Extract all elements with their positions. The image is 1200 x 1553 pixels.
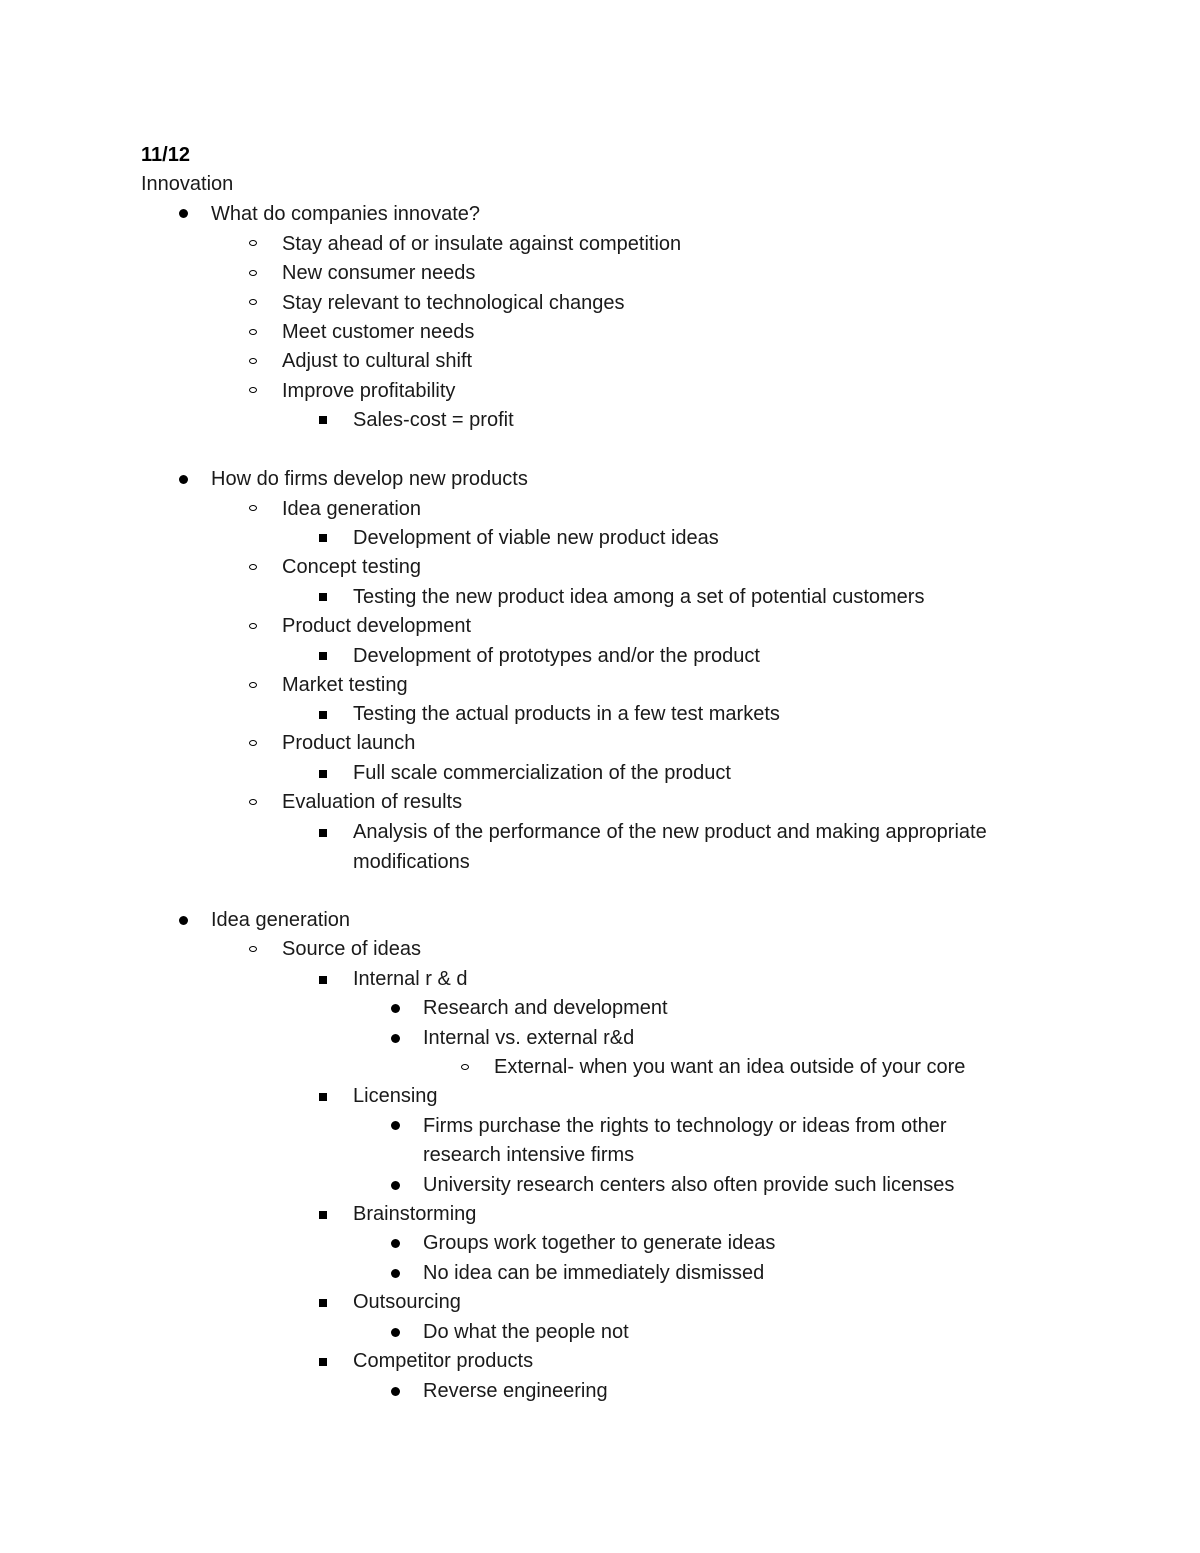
list-item: Idea generation xyxy=(282,498,422,520)
list-item-question: What do companies innovate? xyxy=(211,203,481,225)
bullet-circle-icon xyxy=(249,270,257,276)
bullet-circle-icon xyxy=(249,623,257,629)
list-item: New consumer needs xyxy=(282,262,476,284)
list-item: Competitor products xyxy=(353,1350,534,1372)
bullet-square-icon xyxy=(319,770,327,778)
bullet-circle-icon xyxy=(249,740,257,746)
bullet-circle-icon xyxy=(249,946,257,952)
bullet-circle-icon xyxy=(249,387,257,393)
list-item: Internal r & d xyxy=(353,968,468,990)
list-item: Firms purchase the rights to technology or ideas from other xyxy=(423,1115,947,1137)
list-item: Meet customer needs xyxy=(282,321,475,343)
bullet-circle-icon xyxy=(249,564,257,570)
bullet-disc-icon xyxy=(391,1034,400,1043)
bullet-disc-icon xyxy=(391,1004,400,1013)
list-item: Development of prototypes and/or the product xyxy=(353,645,760,667)
list-item-continuation: research intensive firms xyxy=(423,1144,635,1166)
list-item: Market testing xyxy=(282,674,408,696)
list-item: Full scale commercialization of the product xyxy=(353,762,731,784)
note-topic: Innovation xyxy=(141,173,234,195)
bullet-square-icon xyxy=(319,711,327,719)
bullet-disc-icon xyxy=(179,475,188,484)
bullet-circle-icon xyxy=(249,329,257,335)
list-item: Product launch xyxy=(282,732,416,754)
list-item: Do what the people not xyxy=(423,1321,629,1343)
list-item-question: How do firms develop new products xyxy=(211,468,528,490)
bullet-square-icon xyxy=(319,1093,327,1101)
list-item: Stay ahead of or insulate against competition xyxy=(282,233,682,255)
bullet-square-icon xyxy=(319,1299,327,1307)
list-item: Development of viable new product ideas xyxy=(353,527,719,549)
bullet-square-icon xyxy=(319,829,327,837)
list-item: Analysis of the performance of the new product and making appropriate xyxy=(353,821,987,843)
list-item: Brainstorming xyxy=(353,1203,477,1225)
bullet-square-icon xyxy=(319,534,327,542)
bullet-disc-icon xyxy=(391,1121,400,1130)
bullet-square-icon xyxy=(319,416,327,424)
list-item: Source of ideas xyxy=(282,938,421,960)
bullet-disc-icon xyxy=(391,1328,400,1337)
list-item: External- when you want an idea outside of your core xyxy=(494,1056,966,1078)
bullet-disc-icon xyxy=(391,1239,400,1248)
list-item: Sales-cost = profit xyxy=(353,409,514,431)
bullet-square-icon xyxy=(319,652,327,660)
list-item-heading: Idea generation xyxy=(211,909,351,931)
list-item: No idea can be immediately dismissed xyxy=(423,1262,765,1284)
list-item: Evaluation of results xyxy=(282,791,463,813)
list-item: Adjust to cultural shift xyxy=(282,350,473,372)
bullet-disc-icon xyxy=(179,209,188,218)
bullet-circle-icon xyxy=(249,299,257,305)
list-item-continuation: modifications xyxy=(353,851,470,873)
bullet-disc-icon xyxy=(391,1269,400,1278)
list-item: Internal vs. external r&d xyxy=(423,1027,635,1049)
bullet-circle-icon xyxy=(249,799,257,805)
bullet-disc-icon xyxy=(391,1387,400,1396)
bullet-circle-icon xyxy=(249,240,257,246)
list-item: Reverse engineering xyxy=(423,1380,608,1402)
list-item: Product development xyxy=(282,615,472,637)
bullet-disc-icon xyxy=(179,916,188,925)
note-date: 11/12 xyxy=(141,144,190,166)
list-item: Research and development xyxy=(423,997,668,1019)
bullet-circle-icon xyxy=(249,505,257,511)
bullet-square-icon xyxy=(319,1358,327,1366)
list-item: University research centers also often provide such licenses xyxy=(423,1174,955,1196)
bullet-square-icon xyxy=(319,593,327,601)
list-item: Concept testing xyxy=(282,556,421,578)
bullet-circle-icon xyxy=(249,358,257,364)
list-item: Testing the new product idea among a set of potential customers xyxy=(353,586,925,608)
list-item: Testing the actual products in a few test markets xyxy=(353,703,780,725)
list-item: Stay relevant to technological changes xyxy=(282,292,625,314)
bullet-circle-icon xyxy=(249,682,257,688)
bullet-disc-icon xyxy=(391,1181,400,1190)
list-item: Outsourcing xyxy=(353,1291,461,1313)
bullet-circle-icon xyxy=(461,1064,469,1070)
bullet-square-icon xyxy=(319,1211,327,1219)
list-item: Licensing xyxy=(353,1085,438,1107)
list-item: Groups work together to generate ideas xyxy=(423,1232,776,1254)
list-item: Improve profitability xyxy=(282,380,456,402)
bullet-square-icon xyxy=(319,976,327,984)
